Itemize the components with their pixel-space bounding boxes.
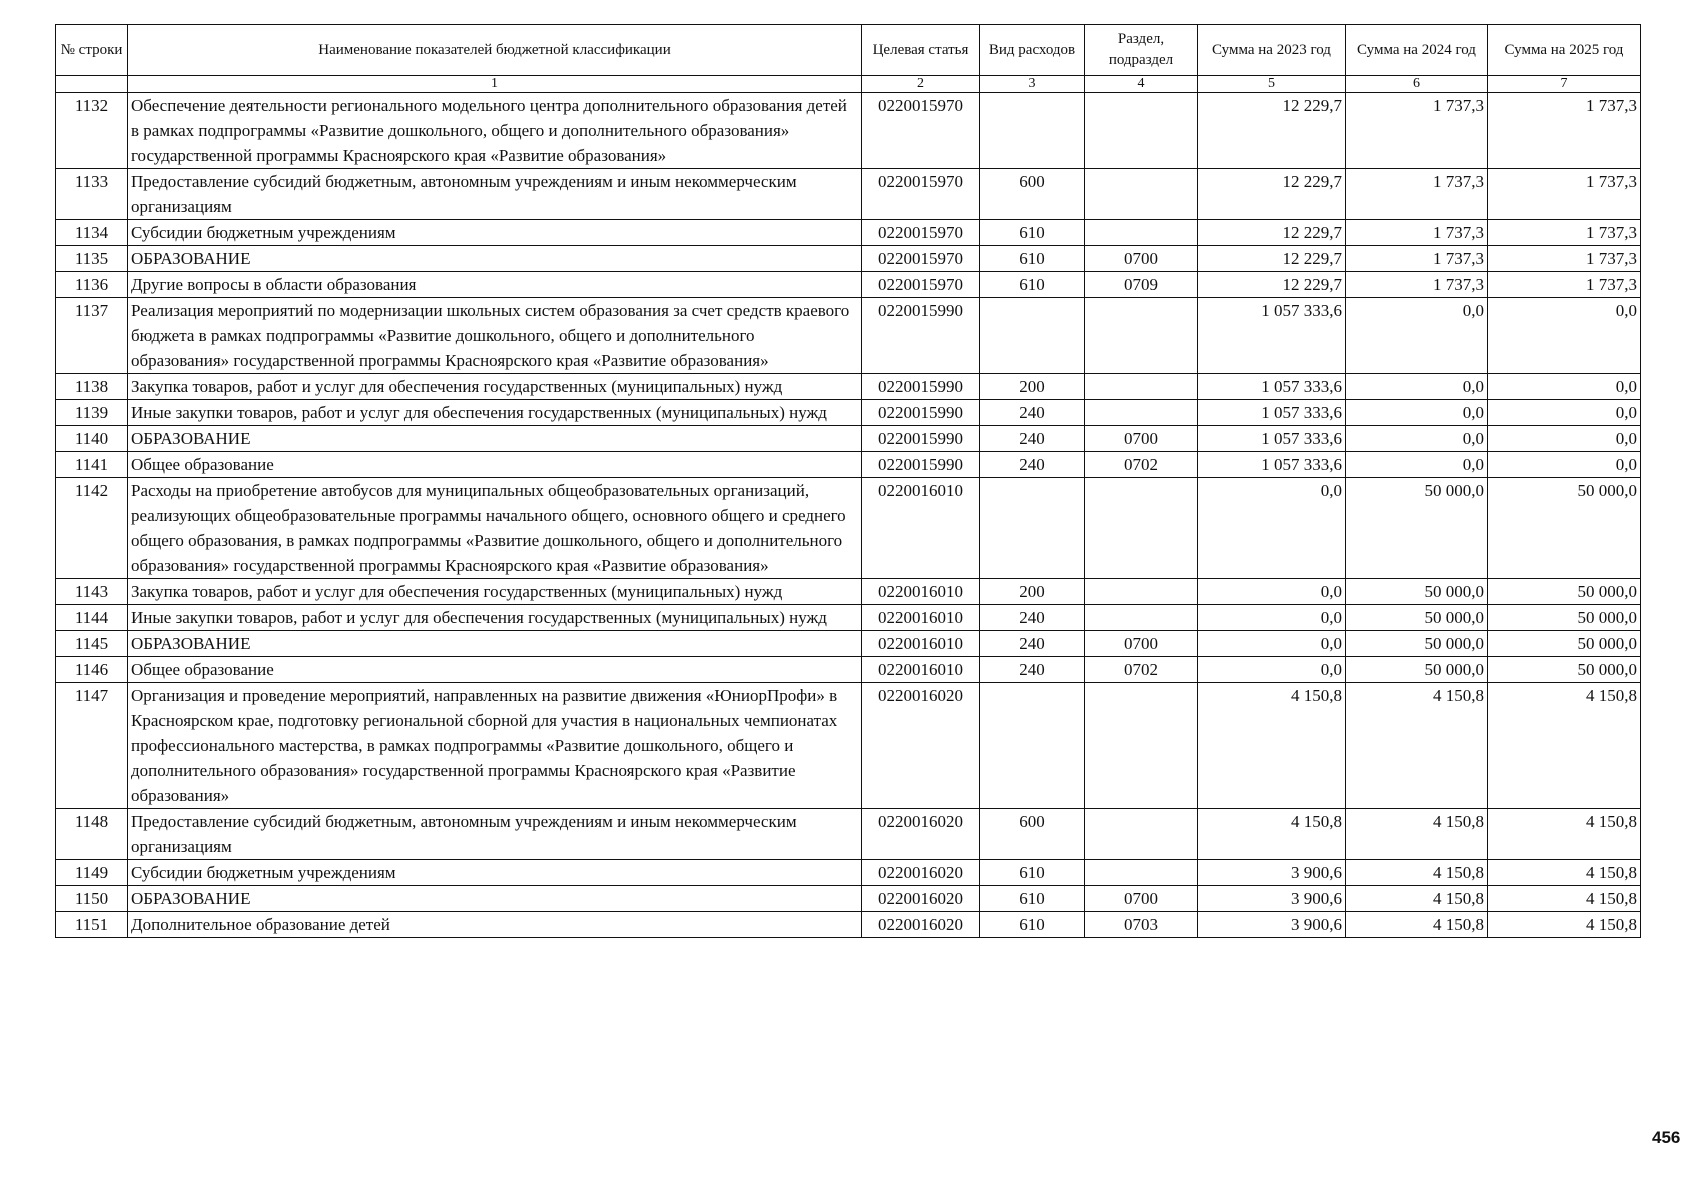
row-target: 0220016020 bbox=[862, 809, 980, 860]
row-target: 0220015970 bbox=[862, 272, 980, 298]
row-target: 0220016010 bbox=[862, 631, 980, 657]
row-expense-type: 240 bbox=[980, 631, 1085, 657]
row-target: 0220015970 bbox=[862, 220, 980, 246]
row-target: 0220016020 bbox=[862, 860, 980, 886]
row-sum-2024: 1 737,3 bbox=[1346, 169, 1488, 220]
row-number: 1141 bbox=[56, 452, 128, 478]
row-number: 1138 bbox=[56, 374, 128, 400]
index-cell: 3 bbox=[980, 76, 1085, 93]
row-sum-2023: 0,0 bbox=[1198, 579, 1346, 605]
row-expense-type bbox=[980, 298, 1085, 374]
row-name: Предоставление субсидий бюджетным, автономным учреждениям и иным некоммерческим организациям bbox=[128, 169, 862, 220]
row-target: 0220016010 bbox=[862, 478, 980, 579]
row-sum-2024: 4 150,8 bbox=[1346, 912, 1488, 938]
row-name: Иные закупки товаров, работ и услуг для обеспечения государственных (муниципальных) нужд bbox=[128, 400, 862, 426]
index-cell: 6 bbox=[1346, 76, 1488, 93]
row-sum-2023: 12 229,7 bbox=[1198, 169, 1346, 220]
row-sum-2023: 1 057 333,6 bbox=[1198, 452, 1346, 478]
row-section bbox=[1085, 478, 1198, 579]
row-sum-2024: 1 737,3 bbox=[1346, 272, 1488, 298]
row-sum-2025: 1 737,3 bbox=[1488, 93, 1641, 169]
row-section bbox=[1085, 683, 1198, 809]
row-name: Расходы на приобретение автобусов для муниципальных общеобразовательных организаций, реализующих общеобразовательные программы начального общего, основного общего и среднего общего образования, в рамках подпрограммы «Развитие дошкольного, общего и дополнительного образования» государственной программы Красноярского края «Развитие образования» bbox=[128, 478, 862, 579]
row-name: ОБРАЗОВАНИЕ bbox=[128, 246, 862, 272]
table-row bbox=[56, 631, 1641, 657]
row-name: Обеспечение деятельности регионального модельного центра дополнительного образования детей в рамках подпрограммы «Развитие дошкольного, общего и дополнительного образования» государственной программы Красноярского края «Развитие образования» bbox=[128, 93, 862, 169]
row-number: 1135 bbox=[56, 246, 128, 272]
table-row bbox=[56, 478, 1641, 579]
row-sum-2024: 4 150,8 bbox=[1346, 886, 1488, 912]
index-cell: 2 bbox=[862, 76, 980, 93]
row-section bbox=[1085, 605, 1198, 631]
row-expense-type: 610 bbox=[980, 912, 1085, 938]
table-row bbox=[56, 272, 1641, 298]
table-row bbox=[56, 605, 1641, 631]
row-sum-2025: 0,0 bbox=[1488, 426, 1641, 452]
row-sum-2024: 4 150,8 bbox=[1346, 683, 1488, 809]
row-sum-2023: 1 057 333,6 bbox=[1198, 374, 1346, 400]
row-sum-2023: 1 057 333,6 bbox=[1198, 400, 1346, 426]
row-target: 0220016010 bbox=[862, 579, 980, 605]
row-expense-type: 610 bbox=[980, 886, 1085, 912]
table-row bbox=[56, 657, 1641, 683]
row-expense-type bbox=[980, 683, 1085, 809]
row-target: 0220015990 bbox=[862, 374, 980, 400]
row-target: 0220016010 bbox=[862, 657, 980, 683]
table-row bbox=[56, 683, 1641, 809]
row-section: 0709 bbox=[1085, 272, 1198, 298]
row-sum-2023: 1 057 333,6 bbox=[1198, 426, 1346, 452]
row-sum-2023: 0,0 bbox=[1198, 478, 1346, 579]
table-row bbox=[56, 426, 1641, 452]
index-cell: 5 bbox=[1198, 76, 1346, 93]
row-sum-2024: 50 000,0 bbox=[1346, 631, 1488, 657]
table-row bbox=[56, 886, 1641, 912]
row-number: 1136 bbox=[56, 272, 128, 298]
row-sum-2024: 1 737,3 bbox=[1346, 246, 1488, 272]
row-target: 0220015990 bbox=[862, 400, 980, 426]
row-sum-2024: 50 000,0 bbox=[1346, 657, 1488, 683]
row-section: 0700 bbox=[1085, 246, 1198, 272]
row-sum-2025: 4 150,8 bbox=[1488, 860, 1641, 886]
row-name: Субсидии бюджетным учреждениям bbox=[128, 220, 862, 246]
row-number: 1148 bbox=[56, 809, 128, 860]
row-section bbox=[1085, 298, 1198, 374]
row-sum-2025: 1 737,3 bbox=[1488, 246, 1641, 272]
row-name: ОБРАЗОВАНИЕ bbox=[128, 631, 862, 657]
header-expense-type: Вид расходов bbox=[980, 25, 1085, 76]
index-cell: 1 bbox=[128, 76, 862, 93]
row-sum-2023: 4 150,8 bbox=[1198, 809, 1346, 860]
row-name: Иные закупки товаров, работ и услуг для обеспечения государственных (муниципальных) нужд bbox=[128, 605, 862, 631]
row-section bbox=[1085, 220, 1198, 246]
row-sum-2024: 1 737,3 bbox=[1346, 93, 1488, 169]
row-name: Субсидии бюджетным учреждениям bbox=[128, 860, 862, 886]
row-sum-2023: 3 900,6 bbox=[1198, 886, 1346, 912]
row-sum-2023: 3 900,6 bbox=[1198, 860, 1346, 886]
row-sum-2024: 50 000,0 bbox=[1346, 605, 1488, 631]
row-sum-2023: 4 150,8 bbox=[1198, 683, 1346, 809]
row-number: 1139 bbox=[56, 400, 128, 426]
header-sum-2025: Сумма на 2025 год bbox=[1488, 25, 1641, 76]
row-number: 1133 bbox=[56, 169, 128, 220]
row-sum-2024: 0,0 bbox=[1346, 452, 1488, 478]
row-sum-2024: 0,0 bbox=[1346, 374, 1488, 400]
row-sum-2025: 1 737,3 bbox=[1488, 220, 1641, 246]
row-sum-2025: 4 150,8 bbox=[1488, 683, 1641, 809]
table-row bbox=[56, 912, 1641, 938]
row-sum-2024: 50 000,0 bbox=[1346, 478, 1488, 579]
row-number: 1144 bbox=[56, 605, 128, 631]
row-name: Предоставление субсидий бюджетным, автономным учреждениям и иным некоммерческим организациям bbox=[128, 809, 862, 860]
table-row bbox=[56, 809, 1641, 860]
row-sum-2025: 0,0 bbox=[1488, 400, 1641, 426]
header-section: Раздел, подраздел bbox=[1085, 25, 1198, 76]
row-sum-2023: 12 229,7 bbox=[1198, 93, 1346, 169]
row-sum-2025: 4 150,8 bbox=[1488, 809, 1641, 860]
table-row bbox=[56, 220, 1641, 246]
row-section: 0703 bbox=[1085, 912, 1198, 938]
row-section bbox=[1085, 400, 1198, 426]
row-name: Закупка товаров, работ и услуг для обеспечения государственных (муниципальных) нужд bbox=[128, 579, 862, 605]
header-row-number: № строки bbox=[56, 25, 128, 76]
row-sum-2025: 50 000,0 bbox=[1488, 478, 1641, 579]
row-expense-type: 600 bbox=[980, 169, 1085, 220]
row-expense-type: 610 bbox=[980, 220, 1085, 246]
row-expense-type: 610 bbox=[980, 272, 1085, 298]
header-sum-2024: Сумма на 2024 год bbox=[1346, 25, 1488, 76]
row-name: Закупка товаров, работ и услуг для обеспечения государственных (муниципальных) нужд bbox=[128, 374, 862, 400]
row-number: 1150 bbox=[56, 886, 128, 912]
row-sum-2024: 0,0 bbox=[1346, 426, 1488, 452]
row-expense-type: 240 bbox=[980, 426, 1085, 452]
table-row bbox=[56, 400, 1641, 426]
row-number: 1142 bbox=[56, 478, 128, 579]
row-name: Общее образование bbox=[128, 452, 862, 478]
row-section: 0700 bbox=[1085, 426, 1198, 452]
index-cell: 4 bbox=[1085, 76, 1198, 93]
row-sum-2025: 50 000,0 bbox=[1488, 579, 1641, 605]
row-section bbox=[1085, 374, 1198, 400]
row-section: 0702 bbox=[1085, 657, 1198, 683]
header-name: Наименование показателей бюджетной классификации bbox=[128, 25, 862, 76]
row-sum-2025: 50 000,0 bbox=[1488, 657, 1641, 683]
row-target: 0220016020 bbox=[862, 683, 980, 809]
row-number: 1143 bbox=[56, 579, 128, 605]
row-name: Реализация мероприятий по модернизации школьных систем образования за счет средств краевого бюджета в рамках подпрограммы «Развитие дошкольного, общего и дополнительного образования» государственной программы Красноярского края «Развитие образования» bbox=[128, 298, 862, 374]
row-sum-2024: 0,0 bbox=[1346, 298, 1488, 374]
row-sum-2025: 50 000,0 bbox=[1488, 605, 1641, 631]
row-expense-type: 610 bbox=[980, 246, 1085, 272]
table-row bbox=[56, 93, 1641, 169]
row-sum-2023: 0,0 bbox=[1198, 657, 1346, 683]
row-expense-type: 240 bbox=[980, 605, 1085, 631]
row-number: 1132 bbox=[56, 93, 128, 169]
row-section bbox=[1085, 860, 1198, 886]
row-target: 0220015970 bbox=[862, 246, 980, 272]
table-row bbox=[56, 169, 1641, 220]
row-sum-2024: 1 737,3 bbox=[1346, 220, 1488, 246]
row-sum-2023: 3 900,6 bbox=[1198, 912, 1346, 938]
row-sum-2023: 1 057 333,6 bbox=[1198, 298, 1346, 374]
row-number: 1145 bbox=[56, 631, 128, 657]
table-row bbox=[56, 298, 1641, 374]
row-name: ОБРАЗОВАНИЕ bbox=[128, 886, 862, 912]
row-section bbox=[1085, 93, 1198, 169]
row-sum-2025: 0,0 bbox=[1488, 298, 1641, 374]
row-number: 1146 bbox=[56, 657, 128, 683]
row-sum-2025: 1 737,3 bbox=[1488, 272, 1641, 298]
header-sum-2023: Сумма на 2023 год bbox=[1198, 25, 1346, 76]
row-expense-type bbox=[980, 93, 1085, 169]
row-name: ОБРАЗОВАНИЕ bbox=[128, 426, 862, 452]
table-row bbox=[56, 452, 1641, 478]
row-expense-type: 200 bbox=[980, 374, 1085, 400]
row-section bbox=[1085, 809, 1198, 860]
index-row bbox=[56, 76, 1641, 93]
row-number: 1149 bbox=[56, 860, 128, 886]
row-sum-2023: 12 229,7 bbox=[1198, 220, 1346, 246]
header-row bbox=[56, 25, 1641, 76]
row-number: 1134 bbox=[56, 220, 128, 246]
row-sum-2025: 4 150,8 bbox=[1488, 912, 1641, 938]
row-number: 1147 bbox=[56, 683, 128, 809]
row-name: Общее образование bbox=[128, 657, 862, 683]
row-sum-2025: 0,0 bbox=[1488, 452, 1641, 478]
row-name: Дополнительное образование детей bbox=[128, 912, 862, 938]
header-target: Целевая статья bbox=[862, 25, 980, 76]
row-sum-2024: 4 150,8 bbox=[1346, 809, 1488, 860]
row-expense-type: 240 bbox=[980, 452, 1085, 478]
row-sum-2025: 0,0 bbox=[1488, 374, 1641, 400]
row-expense-type: 200 bbox=[980, 579, 1085, 605]
row-number: 1140 bbox=[56, 426, 128, 452]
row-expense-type bbox=[980, 478, 1085, 579]
row-target: 0220015970 bbox=[862, 169, 980, 220]
row-sum-2023: 0,0 bbox=[1198, 631, 1346, 657]
index-cell: 7 bbox=[1488, 76, 1641, 93]
row-target: 0220015990 bbox=[862, 298, 980, 374]
row-sum-2023: 12 229,7 bbox=[1198, 272, 1346, 298]
row-expense-type: 240 bbox=[980, 400, 1085, 426]
row-section: 0700 bbox=[1085, 886, 1198, 912]
table-row bbox=[56, 374, 1641, 400]
row-number: 1151 bbox=[56, 912, 128, 938]
row-target: 0220015990 bbox=[862, 452, 980, 478]
row-target: 0220015990 bbox=[862, 426, 980, 452]
row-section bbox=[1085, 169, 1198, 220]
row-sum-2024: 4 150,8 bbox=[1346, 860, 1488, 886]
row-sum-2025: 1 737,3 bbox=[1488, 169, 1641, 220]
row-sum-2025: 4 150,8 bbox=[1488, 886, 1641, 912]
row-target: 0220016010 bbox=[862, 605, 980, 631]
row-sum-2023: 12 229,7 bbox=[1198, 246, 1346, 272]
row-expense-type: 610 bbox=[980, 860, 1085, 886]
row-sum-2024: 50 000,0 bbox=[1346, 579, 1488, 605]
row-target: 0220016020 bbox=[862, 912, 980, 938]
row-section: 0700 bbox=[1085, 631, 1198, 657]
row-sum-2024: 0,0 bbox=[1346, 400, 1488, 426]
index-cell bbox=[56, 76, 128, 93]
row-name: Организация и проведение мероприятий, направленных на развитие движения «ЮниорПрофи» в Красноярском крае, подготовку региональной сборной для участия в национальных чемпионатах профессионального мастерства, в рамках подпрограммы «Развитие дошкольного, общего и дополнительного образования» государственной программы Красноярского края «Развитие образования» bbox=[128, 683, 862, 809]
row-sum-2023: 0,0 bbox=[1198, 605, 1346, 631]
table-row bbox=[56, 246, 1641, 272]
row-expense-type: 600 bbox=[980, 809, 1085, 860]
budget-table bbox=[55, 24, 1641, 938]
row-section bbox=[1085, 579, 1198, 605]
table-row bbox=[56, 860, 1641, 886]
row-number: 1137 bbox=[56, 298, 128, 374]
row-target: 0220016020 bbox=[862, 886, 980, 912]
row-name: Другие вопросы в области образования bbox=[128, 272, 862, 298]
table-row bbox=[56, 579, 1641, 605]
page-number: 456 bbox=[1652, 1128, 1681, 1147]
row-section: 0702 bbox=[1085, 452, 1198, 478]
row-target: 0220015970 bbox=[862, 93, 980, 169]
row-sum-2025: 50 000,0 bbox=[1488, 631, 1641, 657]
row-expense-type: 240 bbox=[980, 657, 1085, 683]
